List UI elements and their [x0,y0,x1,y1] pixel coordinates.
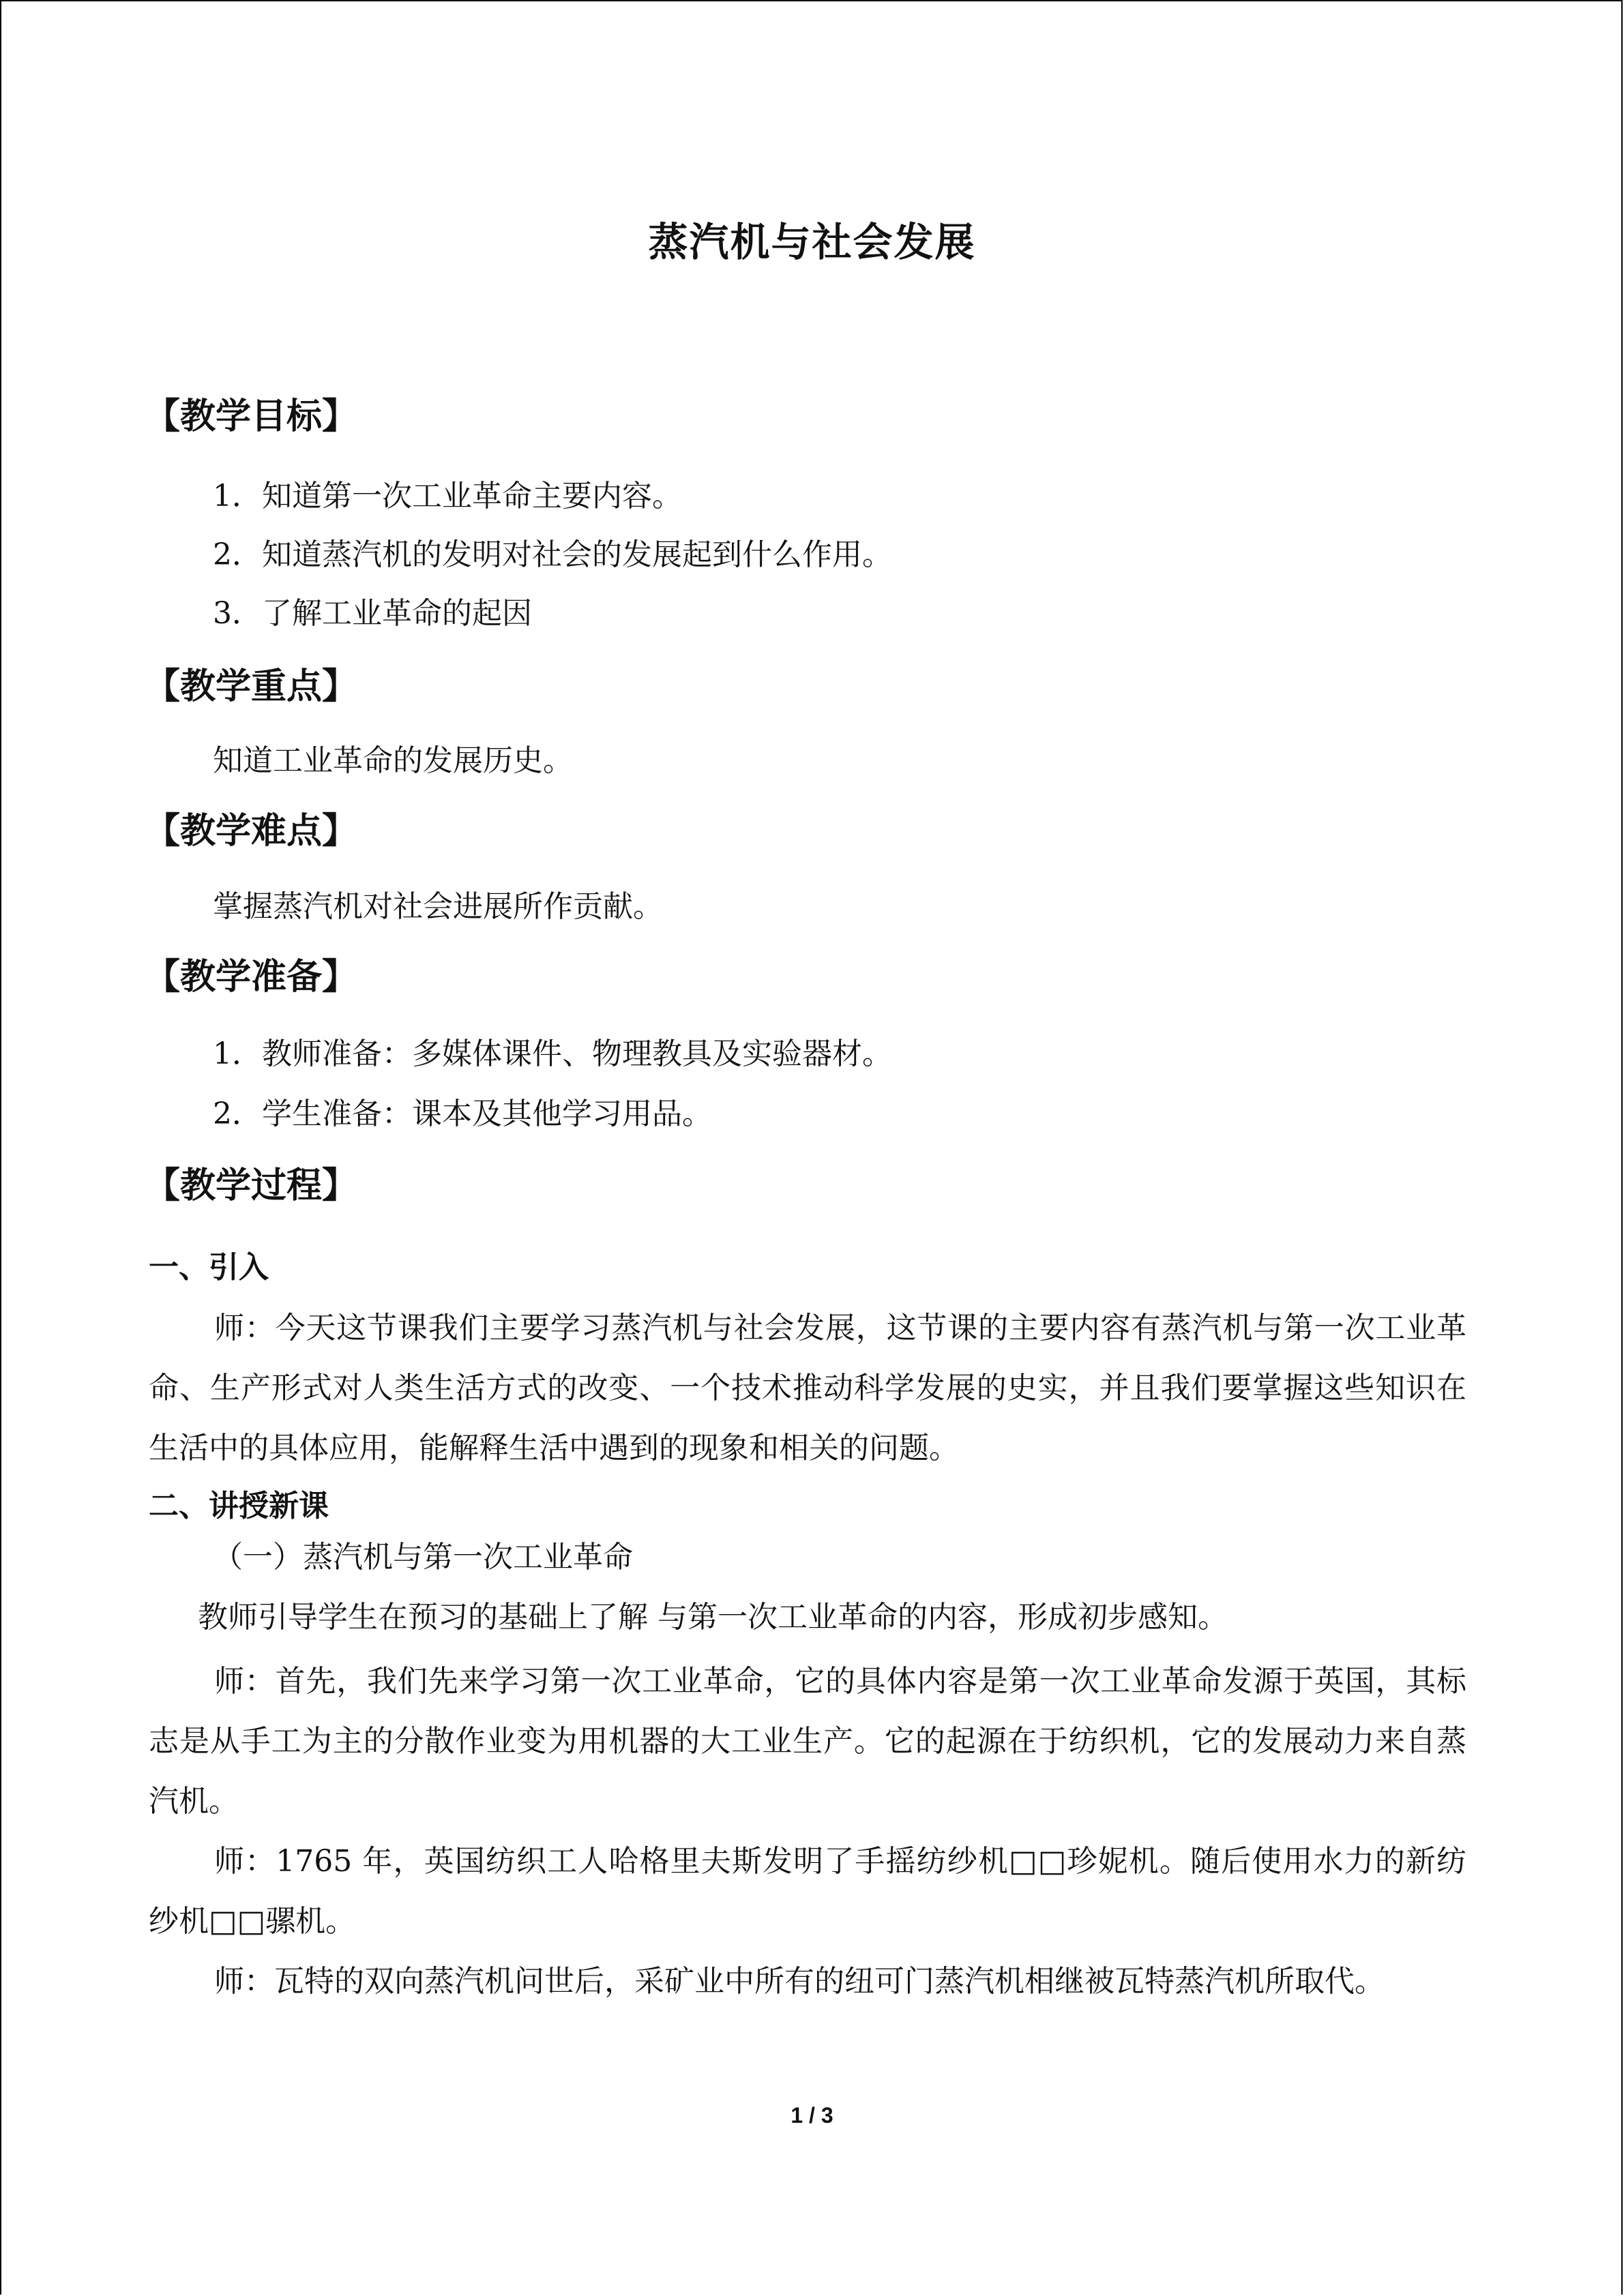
difficulties-text: 掌握蒸汽机对社会进展所作贡献。 [213,889,663,924]
section-heading-preparation: 【教学准备】 [145,957,358,998]
goal-item-2: 2．知道蒸汽机的发明对社会的发展起到什么作用。 [213,537,892,572]
preparation-item-1: 1．教师准备：多媒体课件、物理教具及实验器材。 [213,1037,892,1071]
goal-item-3: 3．了解工业革命的起因 [213,596,532,631]
paragraph-spinning-jenny: 师：1765 年，英国纺织工人哈格里夫斯发明了手摇纺纱机□□珍妮机。随后使用水力的新纺纱机□□骡机。 [149,1844,1466,1939]
intro-heading: 一、引入 [149,1250,269,1285]
intro-paragraph: 师：今天这节课我们主要学习蒸汽机与社会发展，这节课的主要内容有蒸汽机与第一次工业革命、生产形式对人类生活方式的改变、一个技术推动科学发展的史实，并且我们要掌握这些知识在生活中的具体应用，能解释生活中遇到的现象和相关的问题。 [149,1311,1466,1465]
paragraph-industrial-revolution: 师：首先，我们先来学习第一次工业革命，它的具体内容是第一次工业革命发源于英国，其标志是从手工为主的分散作业变为用机器的大工业生产。它的起源在于纺织机，它的发展动力来自蒸汽机。 [149,1664,1466,1819]
goal-item-1: 1．知道第一次工业革命主要内容。 [213,479,682,513]
paragraph-watt-engine: 师：瓦特的双向蒸汽机问世后，采矿业中所有的纽可门蒸汽机相继被瓦特蒸汽机所取代。 [214,1964,1385,1999]
section-heading-key-points: 【教学重点】 [145,666,358,707]
section-heading-process: 【教学过程】 [145,1165,358,1206]
guide-line: 教师引导学生在预习的基础上了解 与第一次工业革命的内容，形成初步感知。 [198,1600,1228,1635]
preparation-item-2: 2．学生准备：课本及其他学习用品。 [213,1097,712,1131]
section-heading-goals: 【教学目标】 [145,396,358,437]
new-lesson-heading: 二、讲授新课 [149,1489,329,1523]
section-heading-difficulties: 【教学难点】 [145,811,358,852]
key-points-text: 知道工业革命的发展历史。 [213,743,573,778]
subsection-heading: （一）蒸汽机与第一次工业革命 [213,1540,633,1575]
document-title: 蒸汽机与社会发展 [648,219,976,265]
page-number: 1 / 3 [791,2103,833,2128]
